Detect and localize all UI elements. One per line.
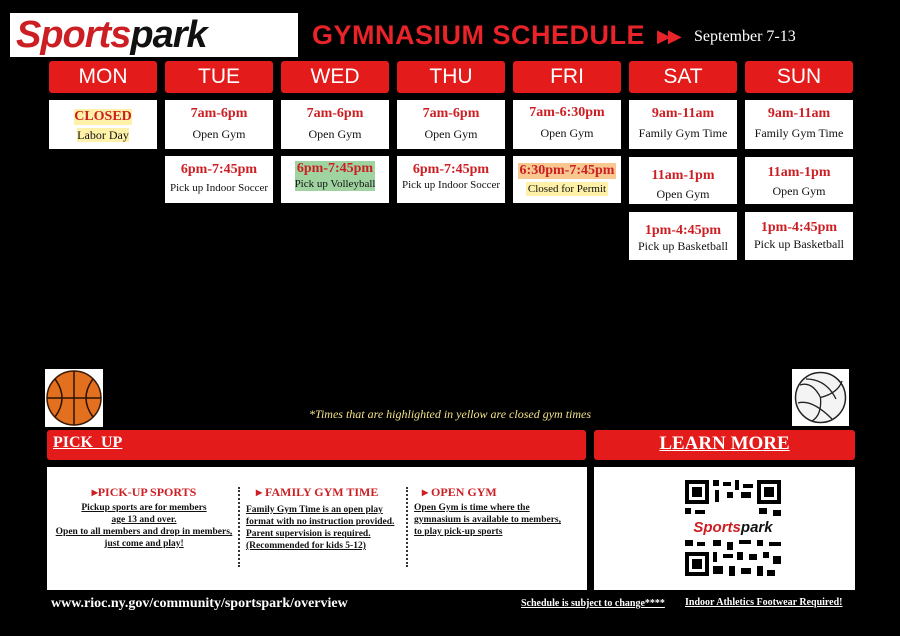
slot-time: 7am-6pm: [190, 106, 248, 121]
slot-activity: Family Gym Time: [754, 126, 844, 140]
learn-more-bar[interactable]: [594, 430, 855, 460]
slot-time: 6pm-7:45pm: [296, 161, 374, 176]
slot-tue-2: [165, 156, 273, 203]
highlight-note: *Times that are highlighted in yellow are closed gym times: [308, 407, 592, 421]
slot-activity: Pick up Basketball: [754, 237, 844, 251]
slot-activity: Open Gym: [656, 187, 710, 201]
family-gym-title: ▸ FAMILY GYM TIME: [256, 485, 379, 499]
slot-activity: Open Gym: [772, 184, 826, 198]
slot-time: 7am-6pm: [306, 106, 364, 121]
slot-thu-2: [397, 156, 505, 203]
day-header-sat: SAT: [629, 61, 737, 93]
slot-time: 6:30pm-7:45pm: [519, 163, 615, 178]
slot-wed-1: [281, 100, 389, 149]
divider: [238, 487, 240, 567]
slot-sat-3: [629, 212, 737, 260]
slot-sun-1: [745, 100, 853, 149]
slot-activity: Pick up Basketball: [638, 239, 728, 253]
slot-sun-2: [745, 157, 853, 204]
family-gym-text: Family Gym Time is an open play format with no instruction provided. Parent supervision is required. (Recommended for kids 5-12): [246, 505, 395, 551]
open-gym-col: [414, 485, 582, 538]
slot-activity: Open Gym: [424, 127, 478, 141]
day-header-tue: TUE: [165, 61, 273, 93]
slot-activity: Labor Day: [77, 128, 129, 142]
slot-time: 7am-6:30pm: [529, 105, 605, 120]
schedule-change-note: Schedule is subject to change****: [521, 598, 665, 609]
slot-time: 7am-6pm: [422, 106, 480, 121]
slot-time: 6pm-7:45pm: [412, 162, 490, 177]
day-header-sun: SUN: [745, 61, 853, 93]
pickup-heading: PICK UP: [53, 434, 123, 451]
slot-sat-2: [629, 157, 737, 204]
slot-activity: Closed for Permit: [527, 183, 607, 195]
slot-activity: Open Gym: [540, 126, 594, 140]
slot-time: 6pm-7:45pm: [180, 162, 258, 177]
slot-thu-1: [397, 100, 505, 149]
day-header-wed: WED: [281, 61, 389, 93]
schedule-dates: September 7-13: [694, 28, 796, 45]
qr-logo: Sportspark: [685, 516, 781, 538]
day-header-thu: THU: [397, 61, 505, 93]
pickup-sports-title: ▸PICK-UP SPORTS: [91, 485, 197, 499]
website-url[interactable]: www.rioc.ny.gov/community/sportspark/overview: [51, 596, 348, 611]
open-gym-title: ▸ OPEN GYM: [422, 485, 497, 499]
learn-more-link[interactable]: LEARN MORE: [659, 433, 790, 454]
slot-time: 1pm-4:45pm: [644, 223, 722, 238]
slot-mon-1: [49, 100, 157, 149]
slot-activity: Family Gym Time: [638, 126, 728, 140]
footwear-note: Indoor Athletics Footwear Required!: [685, 597, 843, 608]
divider: [406, 487, 408, 567]
pickup-heading-bar: [47, 430, 586, 460]
slot-sat-1: [629, 100, 737, 149]
slot-activity: Pick up Indoor Soccer: [401, 179, 501, 191]
slot-time: 9am-11am: [651, 106, 715, 121]
family-gym-col: [246, 485, 401, 552]
slot-fri-1: [513, 100, 621, 149]
slot-fri-2: [513, 156, 621, 203]
slot-time: 11am-1pm: [651, 168, 715, 183]
slot-time: CLOSED: [74, 109, 132, 124]
slot-time: 11am-1pm: [767, 165, 831, 180]
slot-activity: Pick up Indoor Soccer: [169, 182, 269, 194]
day-header-fri: FRI: [513, 61, 621, 93]
slot-activity: Open Gym: [308, 127, 362, 141]
logo-sports-text: Sports: [16, 14, 131, 56]
pickup-sports-text: Pickup sports are for members age 13 and over. Open to all members and drop in members, just come and play!: [55, 503, 233, 549]
pickup-sports-col: [54, 485, 234, 550]
slot-time: 1pm-4:45pm: [760, 220, 838, 235]
slot-time: 9am-11am: [767, 106, 831, 121]
page-title: GYMNASIUM SCHEDULE: [312, 20, 646, 50]
slot-activity: Open Gym: [192, 127, 246, 141]
open-gym-text: Open Gym is time where the gymnasium is available to members, to play pick-up sports: [414, 503, 561, 537]
slot-activity: Pick up Volleyball: [294, 178, 376, 190]
slot-tue-1: [165, 100, 273, 149]
slot-wed-2: [281, 156, 389, 203]
slot-sun-3: [745, 212, 853, 260]
day-header-mon: MON: [49, 61, 157, 93]
qr-code-icon[interactable]: [683, 478, 783, 578]
double-arrow-icon: ▶▶: [657, 26, 679, 47]
sportspark-logo: [10, 13, 298, 57]
logo-park-text: park: [130, 14, 207, 56]
